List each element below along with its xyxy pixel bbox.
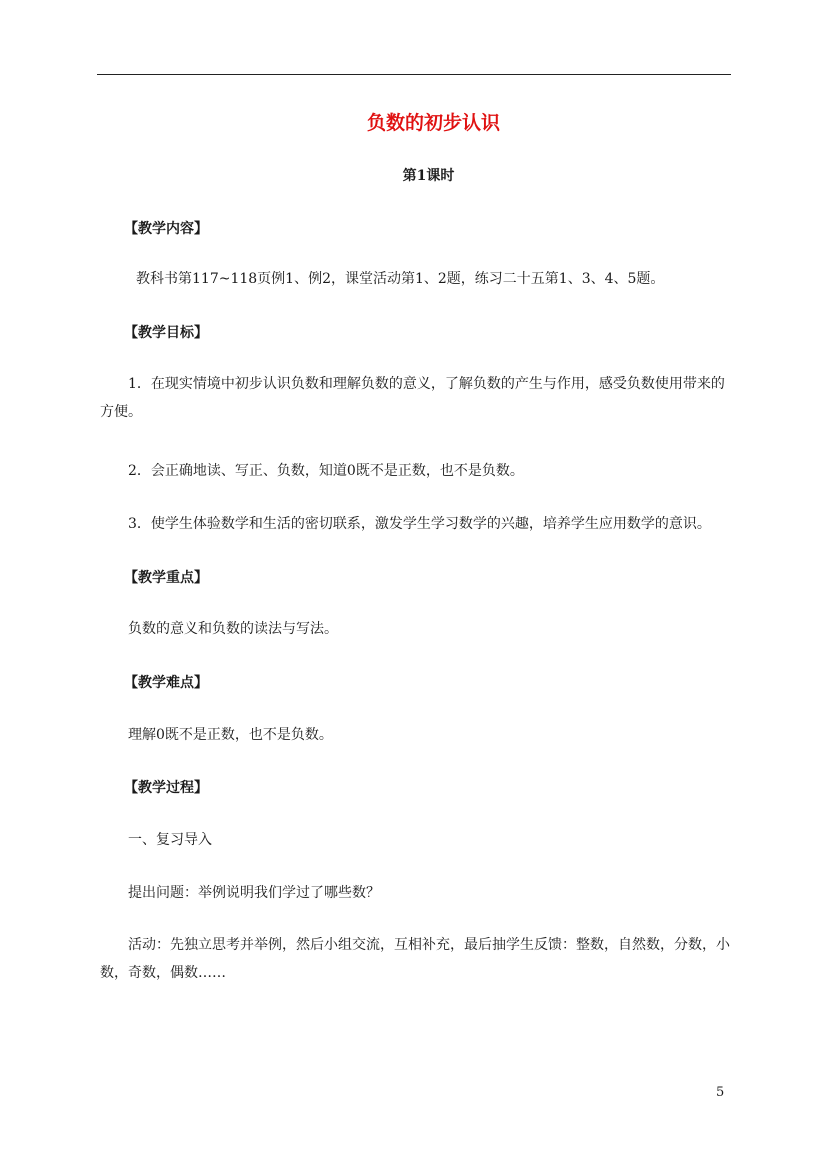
document-title: 负数的初步认识 xyxy=(366,112,500,134)
page-number: 5 xyxy=(716,1085,725,1100)
goal-item-1: 1．在现实情境中初步认识负数和理解负数的意义，了解负数的产生与作用，感受负数使用带来的方便。 xyxy=(100,376,725,420)
heading-teaching-content: 【教学内容】 xyxy=(124,221,208,237)
goal-item-3: 3．使学生体验数学和生活的密切联系，激发学生学习数学的兴趣，培养学生应用数学的意识。 xyxy=(128,516,711,532)
difficult-points-text: 理解0既不是正数，也不是负数。 xyxy=(128,727,333,743)
lesson-subtitle: 第1课时 xyxy=(402,168,455,184)
process-question: 提出问题：举例说明我们学过了哪些数？ xyxy=(128,885,380,901)
heading-key-points: 【教学重点】 xyxy=(124,570,208,586)
key-points-text: 负数的意义和负数的读法与写法。 xyxy=(128,621,338,637)
goal-item-2: 2．会正确地读、写正、负数，知道0既不是正数，也不是负数。 xyxy=(128,463,524,479)
process-step-1: 一、复习导入 xyxy=(128,832,212,848)
header-rule xyxy=(97,74,731,75)
teaching-content-text: 教科书第117~118页例1、例2，课堂活动第1、2题，练习二十五第1、3、4、5题。 xyxy=(136,271,665,287)
heading-difficult-points: 【教学难点】 xyxy=(124,675,208,691)
heading-teaching-process: 【教学过程】 xyxy=(124,780,208,796)
heading-teaching-goals: 【教学目标】 xyxy=(124,325,208,341)
process-activity: 活动：先独立思考并举例，然后小组交流，互相补充，最后抽学生反馈：整数，自然数，分数，小数，奇数，偶数…… xyxy=(100,937,730,981)
